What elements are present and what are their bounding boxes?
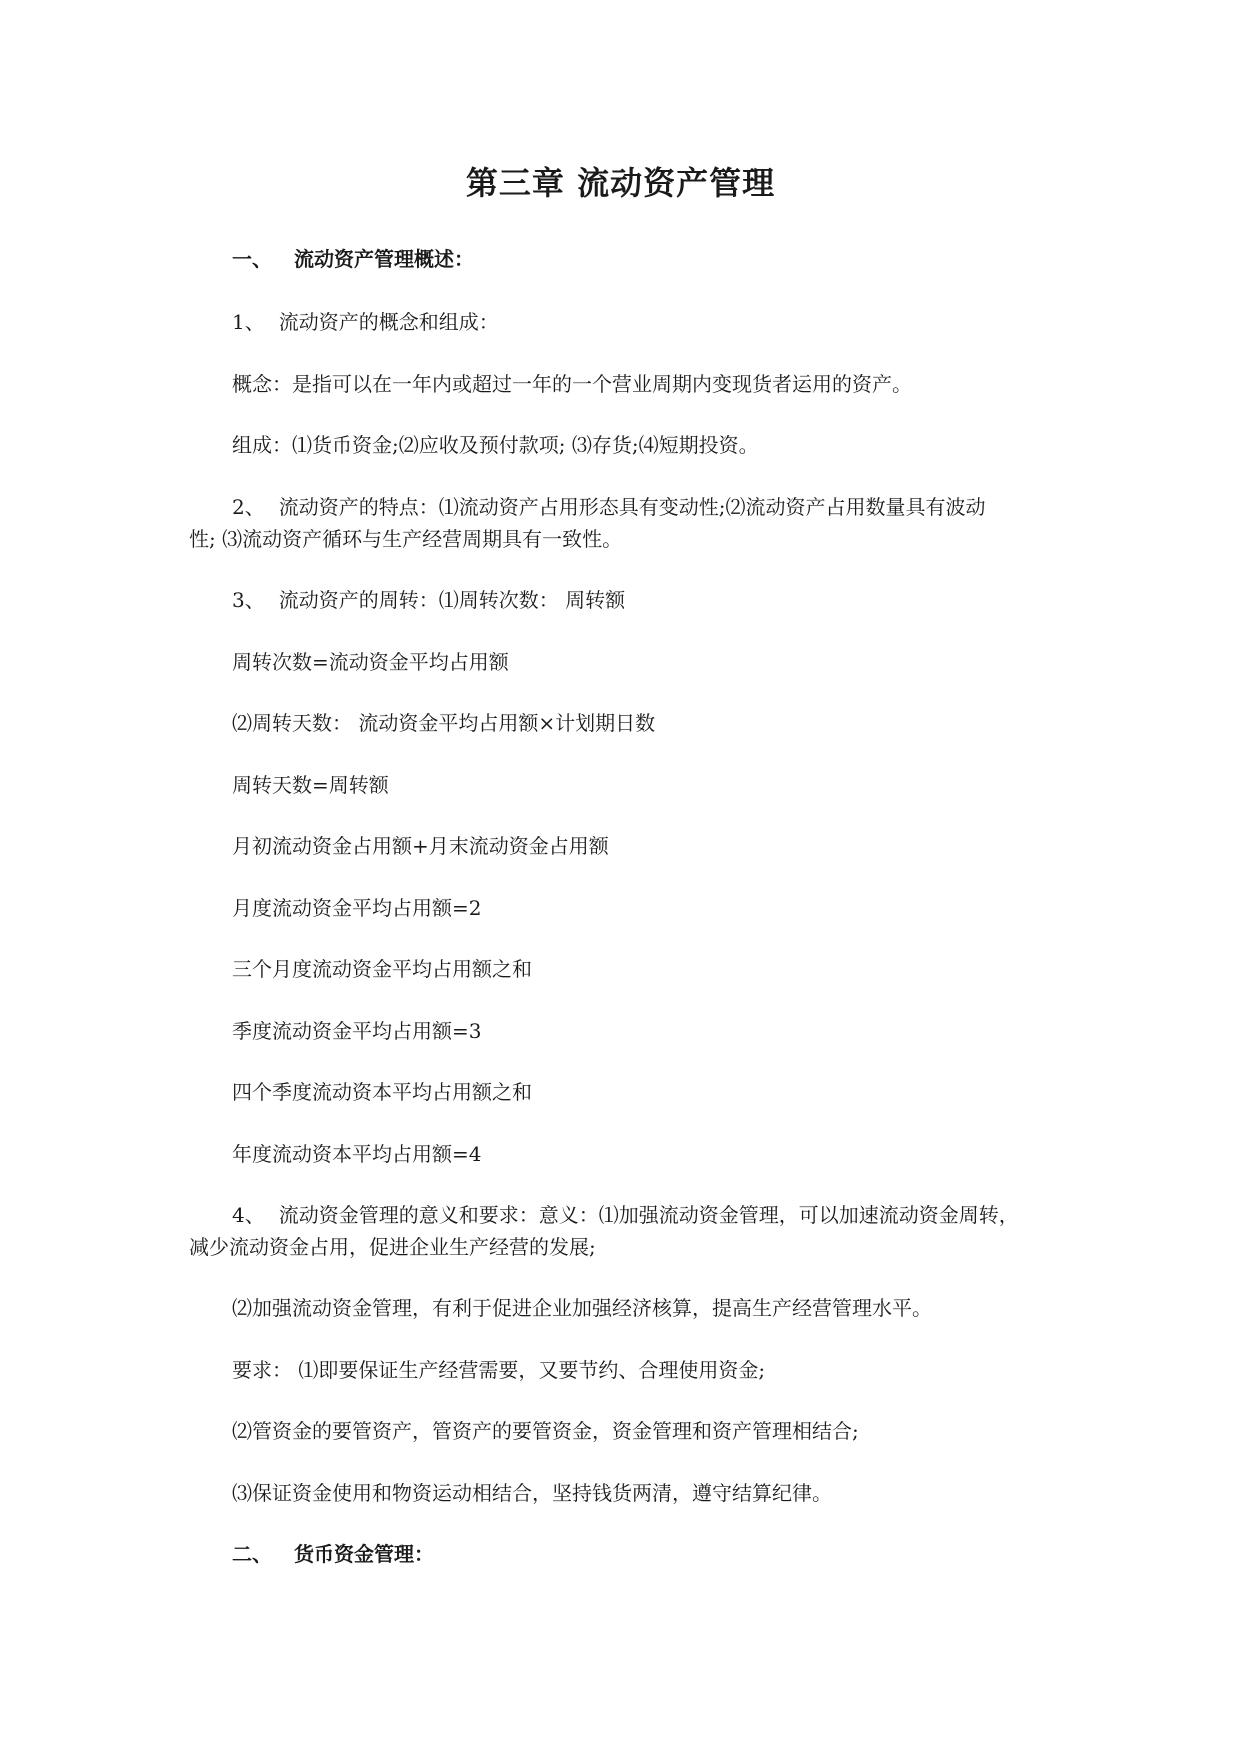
item-3-heading <box>232 587 625 613</box>
section-heading-text: 流动资产管理概述： <box>294 247 474 271</box>
section-number: 一、 <box>232 247 272 271</box>
formula-line: 季度流动资金平均占用额=3 <box>232 1019 482 1043</box>
formula-line: 四个季度流动资本平均占用额之和 <box>232 1080 532 1104</box>
formula-line: 月度流动资金平均占用额=2 <box>232 896 482 920</box>
formula-line: 月初流动资金占用额+月末流动资金占用额 <box>232 834 609 858</box>
meaning-2-paragraph: ⑵加强流动资金管理，有利于促进企业加强经济核算，提高生产经营管理水平。 <box>232 1296 932 1320</box>
section-heading-text: 货币资金管理： <box>294 1542 434 1566</box>
item-2-line-1 <box>232 494 985 520</box>
formula-line: ⑵周转天数： 流动资金平均占用额×计划期日数 <box>232 711 656 735</box>
item-heading-text: 流动资产的概念和组成： <box>278 310 499 334</box>
item-3-text: 流动资产的周转：⑴周转次数： 周转额 <box>278 588 626 612</box>
item-number: 4、 <box>232 1203 265 1227</box>
requirement-2-paragraph: ⑵管资金的要管资产，管资产的要管资金，资金管理和资产管理相结合; <box>232 1419 859 1443</box>
concept-paragraph: 概念：是指可以在一年内或超过一年的一个营业周期内变现货者运用的资产。 <box>232 372 912 396</box>
section-heading-1 <box>232 246 474 272</box>
section-heading-2 <box>232 1541 434 1567</box>
item-4-line-1 <box>232 1202 1019 1228</box>
chapter-title: 第三章 流动资产管理 <box>465 164 776 202</box>
item-heading-1 <box>232 309 499 335</box>
formula-line: 年度流动资本平均占用额=4 <box>232 1142 482 1166</box>
item-2-text: 流动资产的特点：⑴流动资产占用形态具有变动性;⑵流动资产占用数量具有波动 <box>278 495 986 519</box>
formula-line: 周转天数=周转额 <box>232 773 389 797</box>
formula-line: 三个月度流动资金平均占用额之和 <box>232 957 532 981</box>
composition-paragraph: 组成：⑴货币资金;⑵应收及预付款项; ⑶存货;⑷短期投资。 <box>232 433 759 457</box>
item-2-line-2: 性; ⑶流动资产循环与生产经营周期具有一致性。 <box>189 527 623 551</box>
section-number: 二、 <box>232 1542 272 1566</box>
formula-line: 周转次数=流动资金平均占用额 <box>232 650 509 674</box>
requirement-3-paragraph: ⑶保证资金使用和物资运动相结合，坚持钱货两清，遵守结算纪律。 <box>232 1481 832 1505</box>
requirement-1-paragraph: 要求： ⑴即要保证生产经营需要，又要节约、合理使用资金; <box>232 1358 766 1382</box>
item-number: 2、 <box>232 495 265 519</box>
item-number: 3、 <box>232 588 265 612</box>
item-4-line-2: 减少流动资金占用，促进企业生产经营的发展; <box>189 1235 596 1259</box>
item-4-text: 流动资金管理的意义和要求：意义：⑴加强流动资金管理，可以加速流动资金周转， <box>278 1203 1019 1227</box>
item-number: 1、 <box>232 310 265 334</box>
